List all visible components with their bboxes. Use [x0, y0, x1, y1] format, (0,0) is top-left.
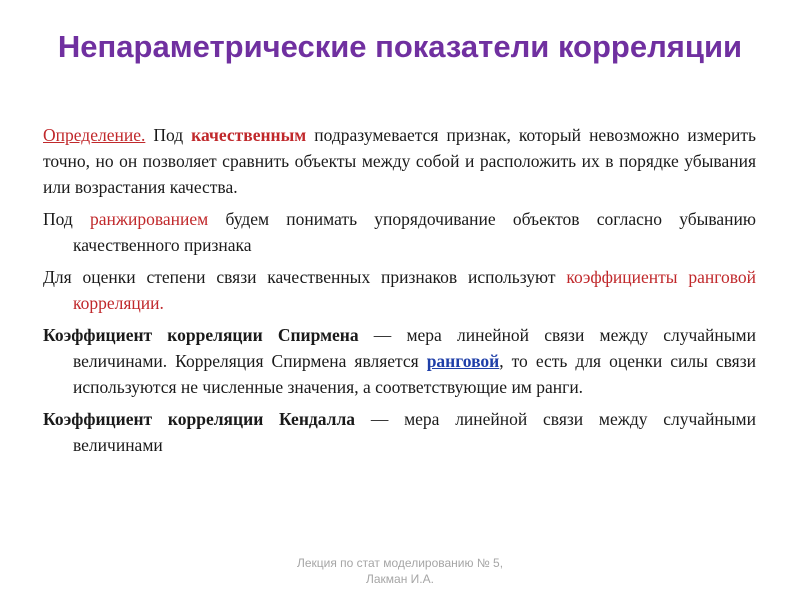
slide-body — [43, 122, 756, 464]
footer-line-1: Лекция по стат моделированию № 5, — [296, 556, 504, 570]
footer-line-2: Лакман И.А. — [366, 572, 434, 586]
rank-coefficients-paragraph — [43, 264, 756, 316]
rank-link[interactable]: ранговой — [426, 351, 500, 371]
spearman-text-1: — мера линейной связи между случайными величинами. Корреляция Спирмена является — [73, 325, 756, 371]
ranking-text-1: Под — [43, 209, 91, 229]
slide-title: Непараметрические показатели корреляции — [57, 29, 743, 64]
term-ranking: ранжированием — [90, 209, 209, 229]
definition-text-2: подразумевается признак, который невозможно измерить точно, но он позволяет сравнить объекты между собой и расположить их в порядке убывания или возрастания качества. — [43, 125, 756, 197]
spearman-text-2: , то есть для оценки силы связи используются не численные значения, а соответствующие им ранги. — [73, 351, 756, 397]
slide-footer — [250, 555, 550, 587]
rank-coefficients-text: Для оценки степени связи качественных признаков используют — [43, 267, 567, 287]
definition-label: Определение. — [43, 125, 146, 145]
kendall-text: — мера линейной связи между случайными величинами — [73, 409, 756, 455]
term-spearman: Коэффициент корреляции Спирмена — [43, 325, 359, 345]
ranking-paragraph — [43, 206, 756, 258]
term-kendall: Коэффициент корреляции Кендалла — [43, 409, 356, 429]
term-qualitative: качественным — [191, 125, 307, 145]
term-rank-coefficients: коэффициенты ранговой корреляции. — [73, 267, 756, 313]
definition-paragraph — [43, 122, 756, 200]
kendall-paragraph — [43, 406, 756, 458]
spearman-paragraph — [43, 322, 756, 400]
ranking-text-2: будем понимать упорядочивание объектов согласно убыванию качественного признака — [73, 209, 756, 255]
definition-text-1: Под — [145, 125, 192, 145]
